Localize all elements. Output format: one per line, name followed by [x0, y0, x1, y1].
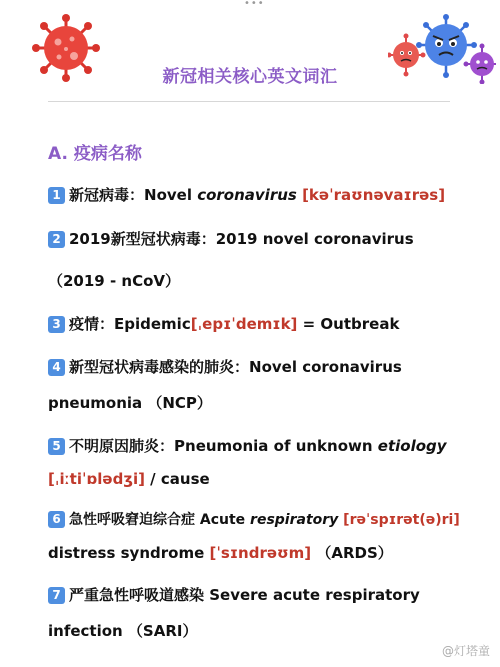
list-item [48, 357, 402, 377]
watermark: @灯塔童 [441, 644, 490, 658]
item-ipa: [kəˈraʊnəvaɪrəs] [302, 186, 446, 204]
page-title: 新冠相关核心英文词汇 [162, 67, 338, 87]
item-ipa: [ˌiːtiˈɒlədʒi] [48, 470, 145, 488]
item-ipa: [ˈsɪndrəʊm] [209, 544, 312, 562]
item-english: Epidemic [114, 315, 191, 333]
item-ipa: [rəˈspɪrət(ə)ri] [338, 512, 460, 528]
item-label: 新冠病毒： [69, 186, 145, 204]
item-english: 2019 novel coronavirus [215, 230, 414, 248]
item-ipa: [ˌepɪˈdemɪk] [190, 315, 298, 333]
item-english: Acute [199, 512, 251, 528]
list-item [48, 510, 460, 530]
top-dots: ••• [244, 0, 265, 9]
item-label: 急性呼吸窘迫综合症 [69, 512, 200, 528]
list-item [48, 436, 447, 456]
item-english-italic: etiology [377, 437, 447, 455]
number-badge: 7 [48, 587, 65, 604]
number-badge: 5 [48, 438, 65, 455]
divider [48, 101, 450, 102]
item-after: （ARDS） [311, 544, 393, 562]
item-label: 疫情： [69, 315, 115, 333]
list-item [48, 585, 420, 605]
item-continuation: pneumonia （NCP） [48, 394, 212, 412]
list-item-continuation [48, 543, 393, 563]
list-item-continuation [48, 469, 210, 489]
item-label: 2019新型冠状病毒： [69, 230, 216, 248]
item-label: 新型冠状病毒感染的肺炎： [69, 358, 250, 376]
item-continuation: distress syndrome [48, 544, 210, 562]
item-english-italic: respiratory [250, 512, 339, 528]
item-after: = Outbreak [297, 315, 400, 333]
number-badge: 3 [48, 316, 65, 333]
item-english: Pneumonia of unknown [174, 437, 378, 455]
item-after: / cause [144, 470, 210, 488]
item-english: Novel [144, 186, 198, 204]
number-badge: 2 [48, 231, 65, 248]
item-continuation: infection （SARI） [48, 622, 198, 640]
list-item [48, 185, 445, 205]
item-label: 不明原因肺炎： [69, 437, 175, 455]
list-item-continuation [48, 271, 180, 291]
item-english: Novel coronavirus [249, 358, 402, 376]
list-item-continuation [48, 393, 212, 413]
list-item-continuation [48, 621, 197, 641]
number-badge: 1 [48, 187, 65, 204]
section-title: A. 疫病名称 [48, 144, 142, 164]
list-item [48, 229, 414, 249]
item-english-italic: coronavirus [197, 186, 297, 204]
item-english: Severe acute respiratory [209, 586, 420, 604]
number-badge: 6 [48, 511, 65, 528]
item-continuation: （2019 - nCoV） [48, 272, 181, 290]
list-item [48, 314, 399, 334]
number-badge: 4 [48, 359, 65, 376]
item-label: 严重急性呼吸道感染 [69, 586, 210, 604]
